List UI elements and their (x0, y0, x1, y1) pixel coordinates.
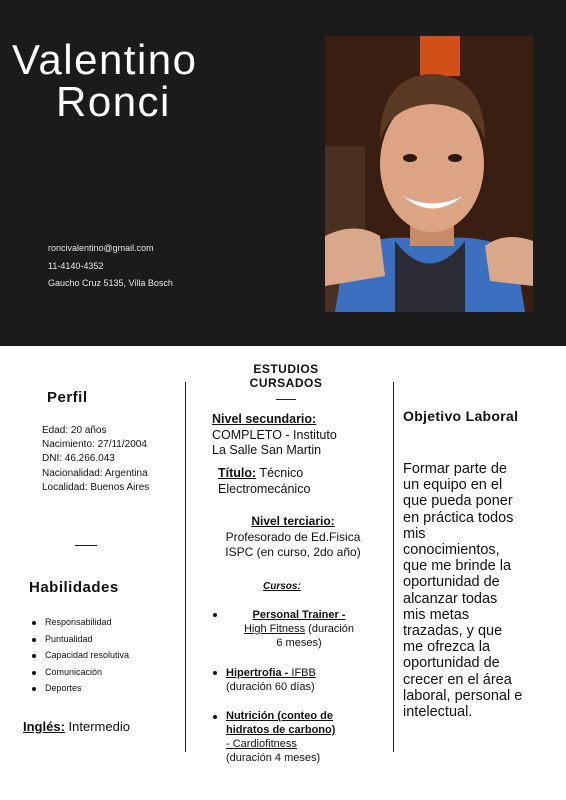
perfil-heading: Perfil (47, 389, 88, 406)
objetivo-line: en práctica todos (403, 509, 514, 526)
bullet-icon (213, 715, 217, 719)
nivel-secundario (212, 412, 337, 459)
curso-institution: - Cardiofitness (226, 738, 297, 750)
curso-name: Nutrición (conteo de (226, 710, 333, 722)
terciario-line: Profesorado de Ed.Fisica (225, 529, 361, 544)
skill-label: Capacidad resolutiva (45, 650, 130, 660)
bullet-icon (32, 638, 36, 642)
curso-name: Personal Trainer - (252, 609, 346, 621)
objetivo-line: crecer en el área (403, 671, 512, 688)
secundario-line: La Salle San Martin (212, 443, 322, 457)
ingles-label: Inglés: (23, 719, 65, 734)
ingles-value: Intermedio (64, 719, 130, 734)
ingles-level (23, 719, 130, 734)
nivel-terciario (207, 514, 379, 561)
curso-name: hidratos de carbono) (226, 724, 336, 736)
skill-label: Deportes (45, 683, 82, 693)
bullet-icon (213, 613, 217, 617)
habilidades-heading: Habilidades (29, 579, 119, 596)
estudios-title-line: CURSADOS (249, 376, 323, 390)
first-name: Valentino (12, 36, 198, 83)
objetivo-line: que me brinde la (403, 558, 512, 575)
habilidades-list (29, 617, 129, 700)
bullet-icon (213, 671, 217, 675)
divider (276, 399, 296, 400)
objetivo-line: oportunidad de (403, 655, 500, 672)
phone: 11-4140-4352 (48, 261, 104, 271)
bullet-icon (32, 621, 36, 625)
objetivo-line: que pueda poner (403, 493, 513, 510)
secundario-line: COMPLETO - Instituto (212, 427, 337, 442)
email: roncivalentino@gmail.com (48, 243, 154, 253)
divider (75, 545, 97, 546)
skill-label: Comunicación (45, 666, 103, 677)
list-item (29, 683, 129, 700)
perfil-line: Nacionalidad: Argentina (42, 467, 148, 479)
objetivo-line: intelectual. (403, 704, 473, 721)
objetivo-heading: Objetivo Laboral (403, 408, 519, 424)
objetivo-text (403, 461, 563, 720)
objetivo-line: Formar parte de (403, 461, 507, 477)
curso-detail: (duración 60 días) (226, 681, 315, 693)
column-divider-left (185, 382, 186, 752)
titulo-label: Título: (218, 466, 257, 480)
objetivo-line: laboral, personal e (403, 687, 523, 704)
curso-name: Hipertrofia - (226, 667, 292, 679)
bullet-icon (32, 654, 36, 658)
perfil-line: Edad: 20 años (42, 425, 107, 436)
secundario-label: Nivel secundario: (212, 412, 317, 426)
bullet-icon (32, 687, 36, 691)
cursos-heading: Cursos: (263, 581, 301, 592)
skill-label: Responsabilidad (45, 617, 112, 627)
curso-detail: (duración (305, 623, 355, 635)
perfil-details (42, 424, 149, 495)
profile-photo-illustration (325, 36, 533, 312)
bullet-icon (32, 671, 36, 675)
last-name: Ronci (56, 78, 171, 125)
objetivo-line: mis metas (403, 606, 470, 623)
terciario-line: ISPC (en curso, 2do año) (225, 545, 361, 559)
estudios-heading (236, 362, 336, 390)
estudios-title-line: ESTUDIOS (253, 362, 319, 376)
titulo-value: Técnico (256, 466, 304, 480)
list-item (29, 617, 129, 634)
curso-detail: 6 meses) (276, 637, 322, 649)
curso-institution: IFBB (291, 667, 316, 679)
terciario-label: Nivel terciario: (251, 514, 335, 528)
perfil-line: DNI: 46.266.043 (42, 453, 115, 465)
perfil-line: Localidad: Buenos Aires (42, 481, 150, 493)
objetivo-line: conocimientos, (403, 542, 500, 559)
list-item (29, 650, 129, 667)
curso-nutricion (226, 709, 335, 765)
objetivo-line: me ofrezca la (403, 639, 491, 656)
objetivo-line: mis (403, 525, 426, 542)
list-item (29, 634, 129, 651)
objetivo-line: oportunidad de (403, 574, 500, 591)
titulo (218, 466, 310, 497)
column-divider-right (393, 382, 394, 752)
header-banner (0, 0, 566, 346)
profile-photo (325, 36, 533, 312)
curso-institution: High Fitness (243, 623, 306, 635)
curso-personal-trainer (226, 608, 372, 650)
list-item (29, 667, 129, 684)
skill-label: Puntualidad (45, 633, 93, 644)
objetivo-line: un equipo en el (403, 477, 503, 494)
objetivo-line: alcanzar todas (403, 590, 498, 607)
objetivo-line: trazadas, y que (403, 623, 503, 640)
perfil-line: Nacimiento: 27/11/2004 (42, 439, 147, 451)
curso-hipertrofia (226, 666, 316, 694)
curso-detail: (duración 4 meses) (226, 752, 321, 764)
address: Gaucho Cruz 5135, Villa Bosch (48, 278, 173, 288)
titulo-line: Electromecánico (218, 481, 311, 496)
